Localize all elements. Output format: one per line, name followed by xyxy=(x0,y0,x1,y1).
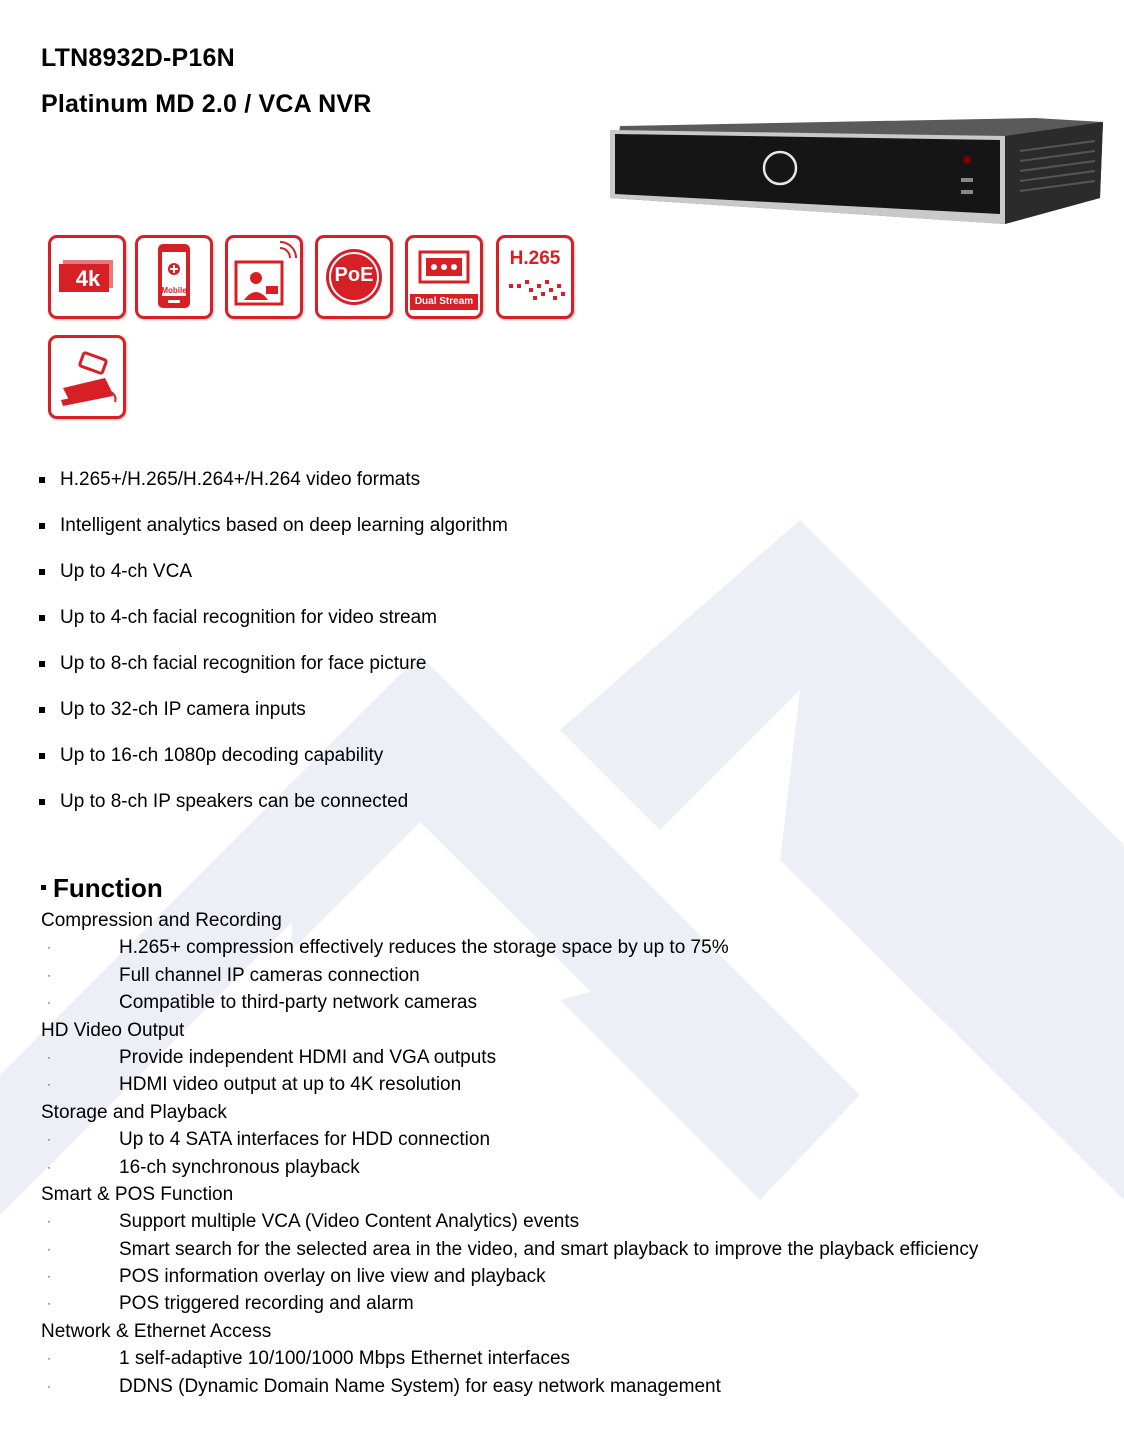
mobile-icon-label: Mobile xyxy=(161,286,187,295)
square-bullet-icon xyxy=(39,753,45,759)
pos-icon xyxy=(48,335,126,419)
function-item: · H.265+ compression effectively reduces the storage space by up to 75% xyxy=(47,937,729,959)
square-bullet-icon xyxy=(39,615,45,621)
feature-list xyxy=(39,464,508,832)
svg-text:4k: 4k xyxy=(75,266,101,291)
feature-item: Up to 4-ch facial recognition for video stream xyxy=(39,602,508,648)
function-group-title: Smart & POS Function xyxy=(41,1183,234,1205)
h265-icon xyxy=(496,235,574,319)
h265-icon-label: H.265 xyxy=(509,248,561,269)
dual-stream-icon xyxy=(405,235,483,319)
square-bullet-icon xyxy=(41,885,46,890)
feature-item: Up to 4-ch VCA xyxy=(39,556,508,602)
function-item: · Provide independent HDMI and VGA outputs xyxy=(47,1046,497,1068)
square-bullet-icon xyxy=(39,661,45,667)
function-item: · 1 self-adaptive 10/100/1000 Mbps Ethernet interfaces xyxy=(47,1348,571,1370)
function-item: · POS triggered recording and alarm xyxy=(47,1293,414,1315)
feature-item: Intelligent analytics based on deep learning algorithm xyxy=(39,510,508,556)
function-item: · HDMI video output at up to 4K resolution xyxy=(47,1074,462,1096)
remote-view-icon xyxy=(225,235,303,319)
square-bullet-icon xyxy=(39,477,45,483)
function-list xyxy=(41,907,979,1400)
function-item: · Support multiple VCA (Video Content Analytics) events xyxy=(47,1211,580,1233)
nvr-product-image xyxy=(605,116,1105,226)
function-group-title: Compression and Recording xyxy=(41,910,282,931)
dual-stream-icon-label: Dual Stream xyxy=(414,296,474,307)
feature-item: Up to 8-ch IP speakers can be connected xyxy=(39,786,508,832)
function-group-title: Network & Ethernet Access xyxy=(41,1320,272,1342)
function-item: · Compatible to third-party network cameras xyxy=(47,992,477,1014)
function-item: · Smart search for the selected area in the video, and smart playback to improve the playback efficiency xyxy=(47,1238,979,1260)
mobile-icon xyxy=(135,235,213,319)
function-heading: Function xyxy=(41,873,163,904)
poe-icon-label: PoE xyxy=(334,264,374,286)
function-item: · Full channel IP cameras connection xyxy=(47,964,420,986)
feature-item: H.265+/H.265/H.264+/H.264 video formats xyxy=(39,464,508,510)
feature-item: Up to 8-ch facial recognition for face picture xyxy=(39,648,508,694)
square-bullet-icon xyxy=(39,569,45,575)
feature-item: Up to 32-ch IP camera inputs xyxy=(39,694,508,740)
square-bullet-icon xyxy=(39,799,45,805)
function-item: · DDNS (Dynamic Domain Name System) for easy network management xyxy=(47,1375,721,1397)
function-item: · 16-ch synchronous playback xyxy=(47,1156,360,1178)
4k-icon xyxy=(48,235,126,319)
feature-item: Up to 16-ch 1080p decoding capability xyxy=(39,740,508,786)
function-item: · POS information overlay on live view and playback xyxy=(47,1266,546,1288)
model-number: LTN8932D-P16N xyxy=(41,44,235,72)
function-group-title: Storage and Playback xyxy=(41,1101,227,1123)
square-bullet-icon xyxy=(39,707,45,713)
product-subtitle: Platinum MD 2.0 / VCA NVR xyxy=(41,90,372,118)
function-item: · Up to 4 SATA interfaces for HDD connection xyxy=(47,1129,491,1151)
poe-icon xyxy=(315,235,393,319)
function-group-title: HD Video Output xyxy=(41,1019,185,1041)
square-bullet-icon xyxy=(39,523,45,529)
